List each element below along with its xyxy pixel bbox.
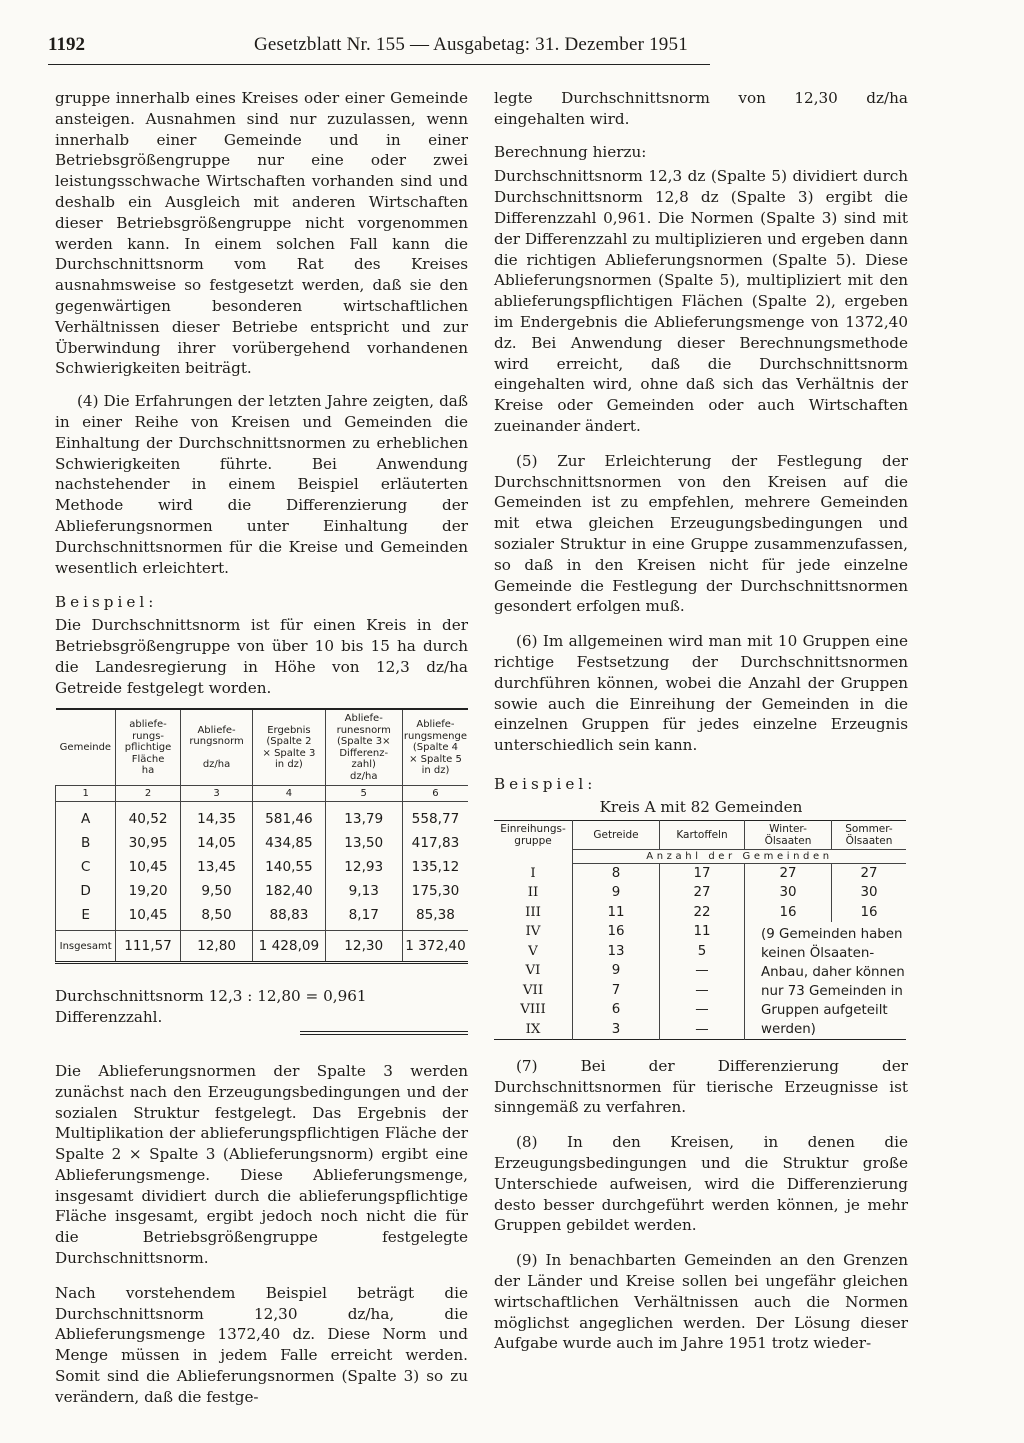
no-oilseed-note: (9 Gemeinden haben keinen Ölsaaten-Anbau, daher können nur 73 Gemeinden in Gruppen aufgeteilt werden) [745, 922, 907, 1040]
table-cell: 558,77 [402, 802, 468, 832]
table-row [494, 922, 906, 941]
col-header [660, 820, 745, 849]
table-header-row [494, 820, 906, 849]
col-header [402, 709, 468, 786]
table-cell: 16 [573, 922, 660, 941]
table-cell: 12,80 [180, 931, 253, 963]
table-cell: 14,05 [180, 831, 253, 855]
table-row [56, 831, 469, 855]
total-row [56, 931, 469, 963]
col-header [832, 820, 907, 849]
col-header-label: Ergebnis (Spalte 2 × Spalte 3 in dz) [262, 724, 316, 771]
table-cell: 16 [745, 902, 832, 921]
table-row [494, 902, 906, 921]
table-cell: I [530, 865, 536, 881]
table-cell: III [525, 904, 541, 920]
table-cell: 8,50 [180, 903, 253, 931]
formula: Durchschnittsnorm 12,3 : 12,80 = 0,961 Differenzzahl. [55, 987, 367, 1027]
table-cell: 1 372,40 [402, 931, 468, 963]
table-cell: 16 [832, 902, 907, 921]
table-cell: II [527, 885, 539, 901]
page-number: 1192 [48, 34, 85, 55]
paragraph: Die Ablieferungsnormen der Spalte 3 werden zunächst nach den Erzeugungsbedingungen und der sozialen Struktur festgelegt. Das Ergebnis der Multiplikation der ablieferungspflichtigen Fläche der Spalte 2 × Spalte 3 (Ablieferungsnorm) ergibt eine Ablieferungsmenge. Diese Ablieferungsmenge, insgesamt dividiert durch die ablieferungspflichtige Fläche insgesamt, ergibt jedoch noch nicht die für die Betriebsgrößengruppe festgelegte Durchschnittsnorm. [55, 1061, 468, 1268]
table-cell: IV [525, 924, 541, 940]
table-cell: 27 [660, 883, 745, 902]
table-cell: VI [525, 963, 541, 979]
table-cell: A [56, 802, 116, 832]
table-cell: 30 [832, 883, 907, 902]
table-cell: 434,85 [253, 831, 325, 855]
col-header-label: Kartoffeln [676, 828, 728, 841]
paragraph: (6) Im allgemeinen wird man mit 10 Gruppen eine richtige Festsetzung der Durchschnittsnormen durchführen können, wobei die Anzahl der Gruppen sowie auch die Einreihung der Gemeinden in die einzelnen Gruppen für jedes einzelne Erzeugnis unterschiedlich sein kann. [494, 632, 908, 755]
col-header [180, 709, 253, 786]
table-cell: — [660, 980, 745, 999]
paragraph: Berechnung hierzu: [494, 142, 647, 161]
table-cell: VII [522, 982, 544, 998]
table-cell: 10,45 [116, 855, 181, 879]
paragraph: gruppe innerhalb eines Kreises oder einer Gemeinde ansteigen. Ausnahmen sind nur zuzulassen, wenn innerhalb einer Gemeinde und in einer Betriebsgrößengruppe nur eine oder zwei leistungsschwache Wirtschaften vorhanden sind und deshalb ein Ausgleich mit anderen Wirtschaften dieser Betriebsgrößengruppe nicht vorgenommen werden kann. In einem solchen Fall kann die Durchschnittsnorm vom Rat des Kreises ausnahmsweise so festgesetzt werden, daß sie den gegenwärtigen besonderen wirtschaftlichen Verhältnissen dieser Betriebe entspricht und zur Überwindung ihrer vorübergehend vorhandenen Schwierigkeiten beiträgt. [55, 89, 468, 378]
column-number-row [56, 786, 469, 802]
paragraph: Die Durchschnittsnorm ist für einen Kreis in der Betriebsgrößengruppe von über 10 bis 15 ha durch die Landesregierung in Höhe von 12,3 dz/ha Getreide festgelegt worden. [55, 616, 468, 697]
table-cell: 30,95 [116, 831, 181, 855]
left-column [55, 88, 468, 1408]
table-cell: 9 [573, 961, 660, 980]
table-cell: 12,93 [325, 855, 402, 879]
table-cell: — [660, 1000, 745, 1019]
table-row [56, 903, 469, 931]
paragraph: (8) In den Kreisen, in denen die Erzeugungsbedingungen und die Struktur große Unterschiede aufweisen, wird die Differenzierung desto besser durchgeführt werden können, je mehr Gruppen gebildet werden. [494, 1133, 908, 1235]
table-cell: 11 [573, 902, 660, 921]
table-cell: 88,83 [253, 903, 325, 931]
column-number: 6 [402, 786, 468, 802]
subheader: Anzahl der Gemeinden [573, 849, 907, 863]
double-underline [300, 1031, 468, 1035]
table-cell: 27 [832, 863, 907, 883]
table-cell: 12,30 [325, 931, 402, 963]
table-cell: 182,40 [253, 879, 325, 903]
table-cell: VIII [520, 1002, 546, 1018]
col-header [745, 820, 832, 849]
table-cell: 10,45 [116, 903, 181, 931]
table-row [56, 802, 469, 832]
table-cell: 8 [573, 863, 660, 883]
table-cell: 135,12 [402, 855, 468, 879]
col-header [325, 709, 402, 786]
table-header-row [56, 709, 469, 786]
table-cell: 14,35 [180, 802, 253, 832]
table-cell: B [56, 831, 116, 855]
table-cell: 5 [660, 941, 745, 960]
table-row [494, 863, 906, 883]
column-number: 1 [56, 786, 116, 802]
table-cell: 9 [573, 883, 660, 902]
table-cell: 22 [660, 902, 745, 921]
col-header [116, 709, 181, 786]
table-cell: 111,57 [116, 931, 181, 963]
right-column [494, 88, 908, 1354]
col-header-label: Abliefe- rungsnorm dz/ha [189, 724, 244, 771]
table-cell: 175,30 [402, 879, 468, 903]
column-number: 2 [116, 786, 181, 802]
col-header-label: Gemeinde [59, 742, 112, 754]
beispiel-heading: Beispiel: [55, 593, 158, 612]
table-cell: 8,17 [325, 903, 402, 931]
gazette-title: Gesetzblatt Nr. 155 — Ausgabetag: 31. Dezember 1951 [254, 34, 688, 55]
table-cell: IX [525, 1021, 541, 1037]
table-cell: V [528, 943, 538, 959]
col-header-label: abliefe- rungs- pflichtige Fläche ha [124, 719, 172, 777]
table-cell: 11 [660, 922, 745, 941]
paragraph: (9) In benachbarten Gemeinden an den Grenzen der Länder und Kreise sollen bei ungefähr gleichen wirtschaftlichen Verhältnissen auch die Normen möglichst angeglichen werden. Der Lösung dieser Aufgabe wurde auch im Jahre 1951 trotz wieder- [494, 1251, 908, 1353]
table-cell: 581,46 [253, 802, 325, 832]
col-header [494, 820, 573, 849]
norms-table [55, 708, 468, 964]
table-cell: 7 [573, 980, 660, 999]
table-cell: 1 428,09 [253, 931, 325, 963]
col-header-label: Getreide [593, 828, 639, 841]
table-cell: 9,13 [325, 879, 402, 903]
table-cell: 40,52 [116, 802, 181, 832]
table-cell: 3 [573, 1019, 660, 1039]
table-cell: 417,83 [402, 831, 468, 855]
paragraph: (4) Die Erfahrungen der letzten Jahre zeigten, daß in einer Reihe von Kreisen und Gemeinden die Einhaltung der Durchschnittsnormen zu erheblichen Schwierigkeiten führte. Bei Anwendung nachstehender in einem Beispiel erläuterten Methode wird die Differenzierung der Ablieferungsnormen unter Einhaltung der Durchschnittsnormen für die Kreise und Gemeinden wesentlich erleichtert. [55, 392, 468, 577]
table-cell: 85,38 [402, 903, 468, 931]
subheader-row [494, 849, 906, 863]
table-row [56, 855, 469, 879]
table-cell: 19,20 [116, 879, 181, 903]
paragraph: Durchschnittsnorm 12,3 dz (Spalte 5) dividiert durch Durchschnittsnorm 12,8 dz (Spalte 3) ergibt die Differenzzahl 0,961. Die Normen (Spalte 3) sind mit der Differenzzahl zu multiplizieren und ergeben dann die richtigen Ablieferungsnormen (Spalte 5). Diese Ablieferungsnormen (Spalte 5), multipliziert mit den ablieferungspflichtigen Flächen (Spalte 2), ergeben im Endergebnis die Ablieferungsmenge von 1372,40 dz. Bei Anwendung dieser Berechnungsmethode wird erreicht, daß die Durchschnittsnorm eingehalten wird, ohne daß sich das Verhältnis der Kreise oder Gemeinden oder auch Wirtschaften zueinander ändert. [494, 167, 908, 435]
table-cell: 17 [660, 863, 745, 883]
col-header-label: Einreihungs- gruppe [500, 822, 566, 847]
column-number: 5 [325, 786, 402, 802]
table-cell: — [660, 961, 745, 980]
col-header-label: Abliefe- rungsmenge (Spalte 4 × Spalte 5 in dz) [403, 719, 467, 777]
column-number: 3 [180, 786, 253, 802]
table-cell: 6 [573, 1000, 660, 1019]
col-header-label: Winter- Ölsaaten [764, 822, 812, 847]
table-cell: 30 [745, 883, 832, 902]
paragraph: (5) Zur Erleichterung der Festlegung der Durchschnittsnormen von den Kreisen auf die Gemeinden ist zu empfehlen, mehrere Gemeinden mit etwa gleichen Erzeugungsbedingungen und sozialer Struktur in eine Gruppe zusammenzufassen, so daß in den Kreisen nicht für jede einzelne Gemeinde die Festlegung der Durchschnittsnormen gesondert erfolgen muß. [494, 451, 908, 616]
table-cell: 13,45 [180, 855, 253, 879]
empty-cell [494, 849, 573, 863]
table-cell: C [56, 855, 116, 879]
groups-table [494, 820, 906, 1040]
table-cell: 27 [745, 863, 832, 883]
paragraph: (7) Bei der Differenzierung der Durchschnittsnormen für tierische Erzeugnisse ist sinngemäß zu verfahren. [494, 1056, 908, 1117]
table-cell: 13,50 [325, 831, 402, 855]
paragraph: Nach vorstehendem Beispiel beträgt die Durchschnittsnorm 12,30 dz/ha, die Ablieferungsmenge 1372,40 dz. Diese Norm und Menge müssen in jedem Falle erreicht werden. Somit sind die Ablieferungsnormen (Spalte 3) so zu verändern, daß die festge- [55, 1283, 468, 1406]
col-header [573, 820, 660, 849]
table-cell: 13,79 [325, 802, 402, 832]
table-cell: 13 [573, 941, 660, 960]
beispiel-heading: Beispiel: [494, 774, 597, 793]
table-row [56, 879, 469, 903]
table-cell: 140,55 [253, 855, 325, 879]
table-cell: — [660, 1019, 745, 1039]
paragraph: legte Durchschnittsnorm von 12,30 dz/ha eingehalten wird. [494, 89, 908, 128]
table-cell: 9,50 [180, 879, 253, 903]
page-header [48, 30, 710, 65]
table-cell: Insgesamt [56, 931, 116, 963]
table-cell: E [56, 903, 116, 931]
table-row [494, 883, 906, 902]
col-header [56, 709, 116, 786]
col-header-label: Abliefe- runesnorm (Spalte 3× Differenz- zahl) dz/ha [336, 713, 391, 782]
col-header [253, 709, 325, 786]
table-caption: Kreis A mit 82 Gemeinden [599, 797, 803, 816]
col-header-label: Sommer- Ölsaaten [845, 822, 893, 847]
table-cell: D [56, 879, 116, 903]
column-number: 4 [253, 786, 325, 802]
